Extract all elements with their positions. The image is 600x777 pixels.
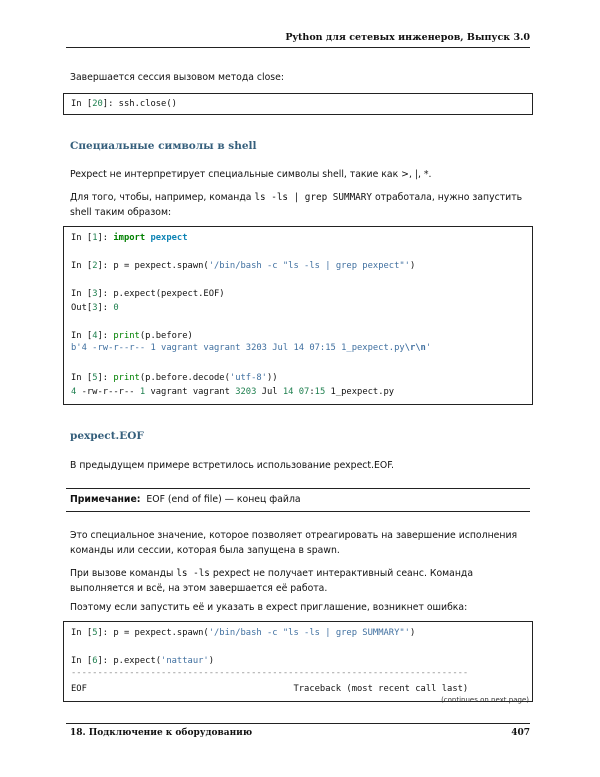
code-line — [71, 682, 468, 697]
code-token: 2 — [92, 261, 98, 271]
code-token: 1 — [92, 233, 98, 243]
code-token: Jul — [256, 387, 283, 397]
continues-note: (continues on next page) — [441, 696, 529, 704]
running-header: Python для сетевых инженеров, Выпуск 3.0 — [285, 32, 530, 43]
code-token: 14 — [282, 387, 294, 397]
code-token: In [ — [71, 261, 93, 271]
code-token: 1_pexpect.py — [325, 387, 395, 397]
footer-rule — [66, 723, 530, 724]
code-token: In [ — [71, 628, 93, 638]
code-token: print — [113, 331, 140, 341]
text: При вызове команды — [70, 568, 177, 579]
code-token: In [ — [71, 331, 93, 341]
code-token: \r\n — [404, 343, 426, 353]
code-token: '/bin/bash -c "ls -ls | grep pexpect"' — [208, 261, 410, 271]
code-token: ]: — [97, 373, 114, 383]
code-token: ) — [409, 261, 416, 271]
code-token: ) — [208, 656, 215, 666]
code-token: In [ — [71, 656, 93, 666]
code-token: ]: p.expect( — [97, 656, 162, 666]
code-token: (p.before) — [139, 331, 193, 341]
code-block — [63, 226, 533, 405]
code-token: In [ — [71, 373, 93, 383]
code-line — [71, 385, 394, 400]
code-token: In [ — [71, 289, 93, 299]
code-token: 4 — [71, 387, 77, 397]
code-token: pexpect — [150, 233, 188, 243]
code-token: 3 — [92, 303, 98, 313]
code-token: import — [113, 233, 146, 243]
paragraph: Завершается сессия вызовом метода close: — [70, 72, 284, 83]
code-token: (p.before.decode( — [139, 373, 230, 383]
code-token: '/bin/bash -c "ls -ls | grep SUMMARY"' — [208, 628, 410, 638]
code-token: . — [134, 99, 140, 109]
code-token: -rw-r--r-- — [76, 387, 140, 397]
code-line — [71, 626, 415, 641]
code-token: 0 — [113, 303, 119, 313]
text: pexpect не получает интерактивный сеанс. Команда выполняется и всё, на этом завершается её работа. — [70, 568, 474, 594]
code-token: 6 — [92, 656, 98, 666]
code-token: 5 — [92, 373, 98, 383]
code-line — [71, 231, 188, 246]
code-line — [71, 668, 468, 678]
code-token: print — [113, 373, 140, 383]
code-line — [71, 301, 119, 316]
note-label: Примечание: — [70, 494, 141, 505]
code-line — [71, 97, 177, 112]
code-token: 5 — [92, 628, 98, 638]
code-token: ]: ssh — [102, 99, 135, 109]
code-token: 15 — [314, 387, 326, 397]
inline-code: ls -ls | grep SUMMARY — [254, 192, 372, 203]
code-token: ]: — [97, 303, 114, 313]
code-token: EOF Traceback (most recent call last) — [71, 684, 469, 694]
code-line — [71, 654, 214, 669]
code-token: 20 — [92, 99, 103, 109]
code-token: )) — [266, 373, 278, 383]
code-token: --------------------------------------------------------------------------- — [71, 668, 469, 678]
code-token: : — [309, 387, 315, 397]
paragraph: Поэтому если запустить её и указать в expect приглашение, возникнет ошибка: — [70, 602, 468, 613]
code-token: 3 — [92, 289, 98, 299]
code-token: 1 — [139, 387, 146, 397]
note — [70, 492, 530, 507]
code-token: ]: p = pexpect.spawn( — [97, 628, 209, 638]
code-token: Out[ — [71, 303, 93, 313]
paragraph — [70, 566, 530, 596]
inline-code: ls -ls — [176, 568, 210, 579]
code-token: In [ — [71, 233, 93, 243]
note-rule-top — [66, 488, 530, 489]
paragraph: Это специальное значение, которое позволяет отреагировать на завершение исполнения команды или сессии, которая была запущена в spawn. — [70, 530, 518, 556]
code-line — [71, 259, 415, 274]
code-token: 'utf-8' — [229, 373, 267, 383]
code-token: ]: p.expect(pexpect.EOF) — [97, 289, 225, 299]
text: отработала, нужно запустить shell таким образом: — [70, 192, 523, 218]
code-token: 07 — [298, 387, 310, 397]
code-token: 'nattaur' — [161, 656, 209, 666]
section-heading: pexpect.EOF — [70, 430, 144, 442]
code-token: ' — [425, 343, 432, 353]
section-heading: Специальные символы в shell — [70, 140, 257, 152]
footer-chapter: 18. Подключение к оборудованию — [70, 728, 253, 738]
code-block — [63, 93, 533, 115]
paragraph — [70, 190, 530, 220]
code-token: close() — [139, 99, 177, 109]
code-block — [63, 621, 533, 702]
paragraph: В предыдущем примере встретилось использование pexpect.EOF. — [70, 460, 395, 471]
code-line — [71, 329, 193, 344]
code-token: ]: p = pexpect.spawn( — [97, 261, 209, 271]
code-token: ) — [409, 628, 416, 638]
code-token: ]: — [97, 331, 114, 341]
code-token: 4 — [92, 331, 98, 341]
code-token: b'4 -rw-r--r-- 1 vagrant vagrant 3203 Jul 14 07:15 1_pexpect.py — [71, 343, 405, 353]
paragraph: Pexpect не интерпретирует специальные символы shell, такие как >, |, *. — [70, 169, 432, 180]
note-text: EOF (end of file) — конец файла — [146, 494, 301, 505]
code-token: 3203 — [235, 387, 257, 397]
note-rule-bottom — [66, 511, 530, 512]
code-line — [71, 371, 278, 386]
code-token: In [ — [71, 99, 93, 109]
text: Для того, чтобы, например, команда — [70, 192, 255, 203]
header-rule — [66, 47, 530, 48]
code-line — [71, 287, 225, 302]
code-line — [71, 343, 431, 353]
code-token: ]: — [97, 233, 114, 243]
code-token: vagrant vagrant — [145, 387, 236, 397]
page-number: 407 — [511, 728, 530, 738]
